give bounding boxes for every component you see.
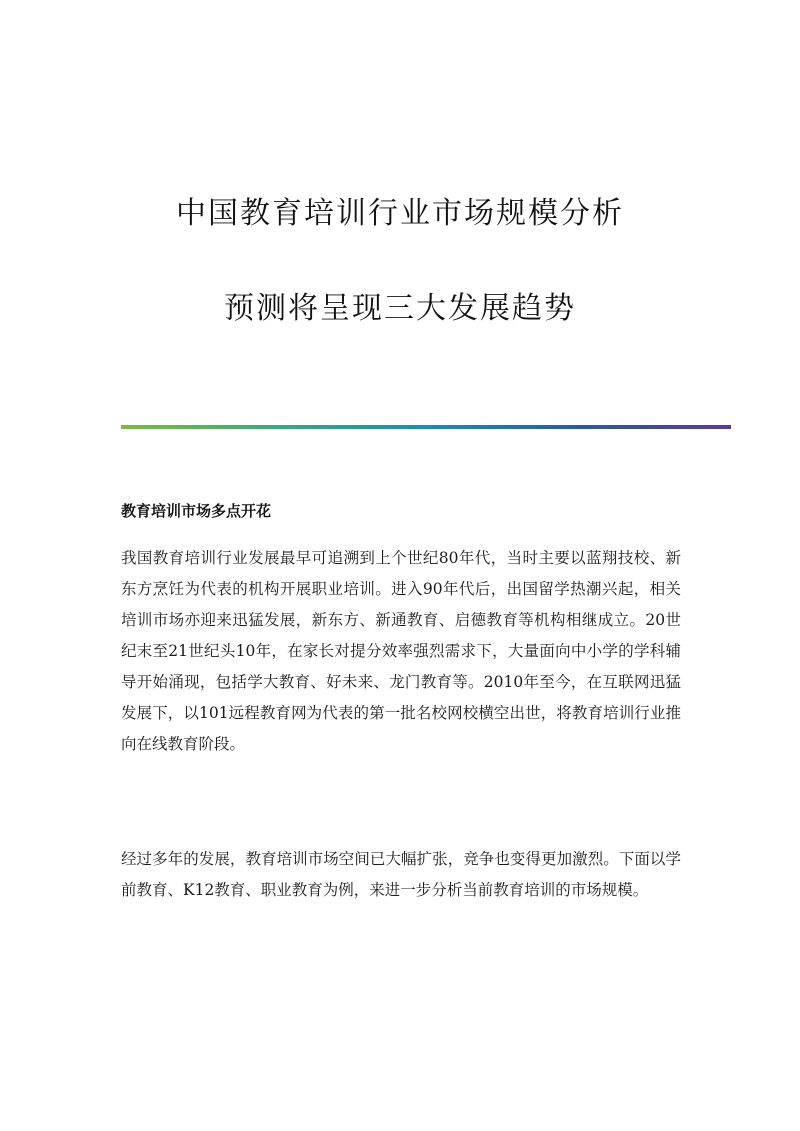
document-title-line-2: 预测将呈现三大发展趋势 [224,291,576,326]
body-paragraph-1: 我国教育培训行业发展最早可追溯到上个世纪80年代，当时主要以蓝翔技校、新东方烹饪为代表的机构开展职业培训。进入90年代后，出国留学热潮兴起，相关培训市场亦迎来迅猛发展，新东方、新通教育、启德教育等机构相继成立。20世纪末至21世纪头10年，在家长对提分效率强烈需求下，大量面向中小学的学科辅导开始涌现，包括学大教育、好未来、龙门教育等。2010年至今，在互联网迅猛发展下，以101远程教育网为代表的第一批名校网校横空出世，将教育培训行业推向在线教育阶段。 [121,549,681,753]
document-title-line-1: 中国教育培训行业市场规模分析 [176,196,624,231]
body-paragraph-2: 经过多年的发展，教育培训市场空间已大幅扩张，竞争也变得更加激烈。下面以学前教育、K12教育、职业教育为例，来进一步分析当前教育培训的市场规模。 [121,850,681,899]
section-heading: 教育培训市场多点开花 [121,502,272,520]
gradient-divider [121,425,731,429]
